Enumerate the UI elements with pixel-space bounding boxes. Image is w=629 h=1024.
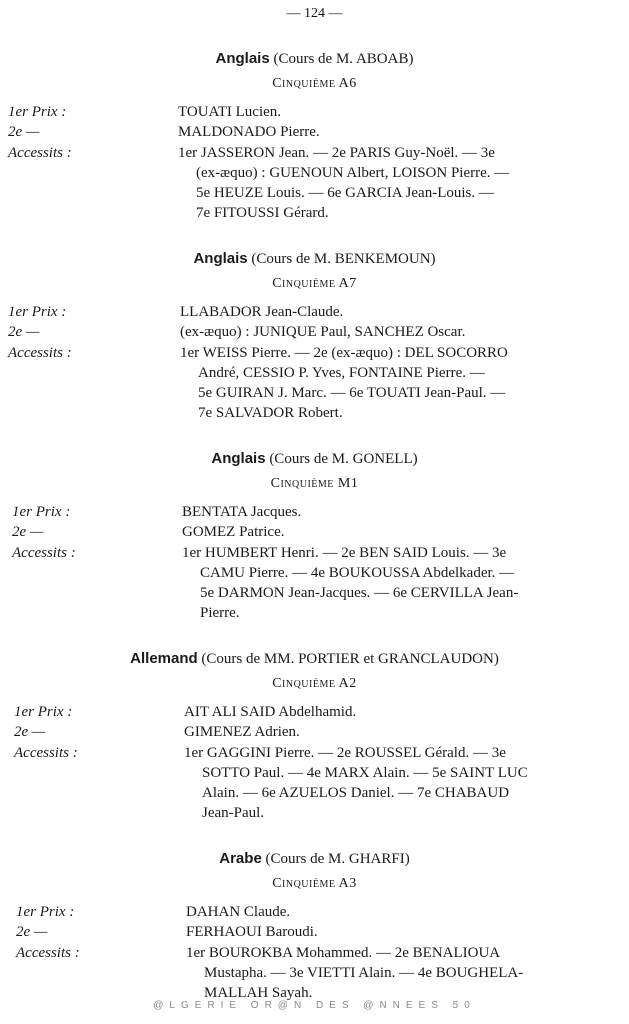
second-prize-winner: FERHAOUI Baroudi. (186, 924, 318, 940)
second-prize-label: 2e — (8, 124, 40, 140)
first-prize-label: 1er Prix : (8, 304, 67, 320)
class-name: Cinquième A2 (272, 676, 357, 691)
language-name: Anglais (193, 250, 248, 267)
first-prize-label: 1er Prix : (8, 104, 67, 120)
accessits-line: Jean-Paul. (202, 805, 265, 821)
accessits-line: 1er GAGGINI Pierre. — 2e ROUSSEL Gérald. — 3e (184, 745, 506, 761)
second-prize-winner: MALDONADO Pierre. (178, 124, 320, 140)
class-name: Cinquième A6 (272, 76, 357, 91)
first-prize-label: 1er Prix : (16, 904, 75, 920)
accessits-label: Accessits : (8, 345, 72, 361)
accessits-line: 7e FITOUSSI Gérard. (196, 205, 329, 221)
second-prize-winner: GOMEZ Patrice. (182, 524, 285, 540)
first-prize-winner: BENTATA Jacques. (182, 504, 302, 520)
accessits-line: (ex-æquo) : GUENOUN Albert, LOISON Pierre. — (196, 165, 510, 181)
section-heading (0, 250, 629, 268)
course-teacher: (Cours de MM. PORTIER et GRANCLAUDON) (201, 651, 499, 667)
accessits-line: 1er JASSERON Jean. — 2e PARIS Guy-Noël. — 3e (178, 145, 495, 161)
course-teacher: (Cours de M. GONELL) (269, 451, 418, 467)
second-prize-label: 2e — (8, 324, 40, 340)
course-teacher: (Cours de M. BENKEMOUN) (251, 251, 436, 267)
class-name: Cinquième A7 (272, 276, 357, 291)
section-heading (0, 450, 629, 468)
accessits-line: 5e HEUZE Louis. — 6e GARCIA Jean-Louis. — (196, 185, 494, 201)
accessits-line: 1er BOUROKBA Mohammed. — 2e BENALIOUA (186, 945, 501, 961)
second-prize-winner: (ex-æquo) : JUNIQUE Paul, SANCHEZ Oscar. (180, 324, 466, 340)
first-prize-winner: LLABADOR Jean-Claude. (180, 304, 344, 320)
language-name: Anglais (211, 450, 266, 467)
language-name: Anglais (215, 50, 270, 67)
accessits-line: SOTTO Paul. — 4e MARX Alain. — 5e SAINT LUC (202, 765, 528, 781)
second-prize-winner: GIMENEZ Adrien. (184, 724, 300, 740)
accessits-line: Pierre. (200, 605, 240, 621)
accessits-label: Accessits : (16, 945, 80, 961)
watermark-footer: @LGERIE OR@N DES @NNEES 50 (153, 1000, 476, 1011)
first-prize-winner: DAHAN Claude. (186, 904, 291, 920)
accessits-label: Accessits : (12, 545, 76, 561)
accessits-line: Mustapha. — 3e VIETTI Alain. — 4e BOUGHELA- (204, 965, 524, 981)
accessits-line: 5e DARMON Jean-Jacques. — 6e CERVILLA Jean- (200, 585, 519, 601)
accessits-line: Alain. — 6e AZUELOS Daniel. — 7e CHABAUD (202, 785, 510, 801)
second-prize-label: 2e — (16, 924, 48, 940)
second-prize-label: 2e — (12, 524, 44, 540)
accessits-line: André, CESSIO P. Yves, FONTAINE Pierre. — (198, 365, 485, 381)
accessits-line: 5e GUIRAN J. Marc. — 6e TOUATI Jean-Paul. — (198, 385, 506, 401)
first-prize-winner: TOUATI Lucien. (178, 104, 282, 120)
course-teacher: (Cours de M. ABOAB) (273, 51, 414, 67)
page-number: — 124 — (286, 6, 343, 21)
class-name: Cinquième M1 (270, 476, 359, 491)
first-prize-label: 1er Prix : (14, 704, 73, 720)
accessits-line: CAMU Pierre. — 4e BOUKOUSSA Abdelkader. — (200, 565, 515, 581)
section-heading (0, 850, 629, 868)
accessits-line: 7e SALVADOR Robert. (198, 405, 343, 421)
language-name: Arabe (219, 850, 262, 867)
accessits-line: MALLAH Sayah. (204, 985, 313, 1001)
accessits-line: 1er WEISS Pierre. — 2e (ex-æquo) : DEL SOCORRO (180, 345, 508, 361)
accessits-label: Accessits : (8, 145, 72, 161)
accessits-label: Accessits : (14, 745, 78, 761)
first-prize-winner: AIT ALI SAID Abdelhamid. (184, 704, 357, 720)
language-name: Allemand (130, 650, 198, 667)
first-prize-label: 1er Prix : (12, 504, 71, 520)
accessits-line: 1er HUMBERT Henri. — 2e BEN SAID Louis. — 3e (182, 545, 507, 561)
course-teacher: (Cours de M. GHARFI) (265, 851, 410, 867)
section-heading (0, 650, 629, 668)
class-name: Cinquième A3 (272, 876, 357, 891)
second-prize-label: 2e — (14, 724, 46, 740)
section-heading (0, 50, 629, 68)
